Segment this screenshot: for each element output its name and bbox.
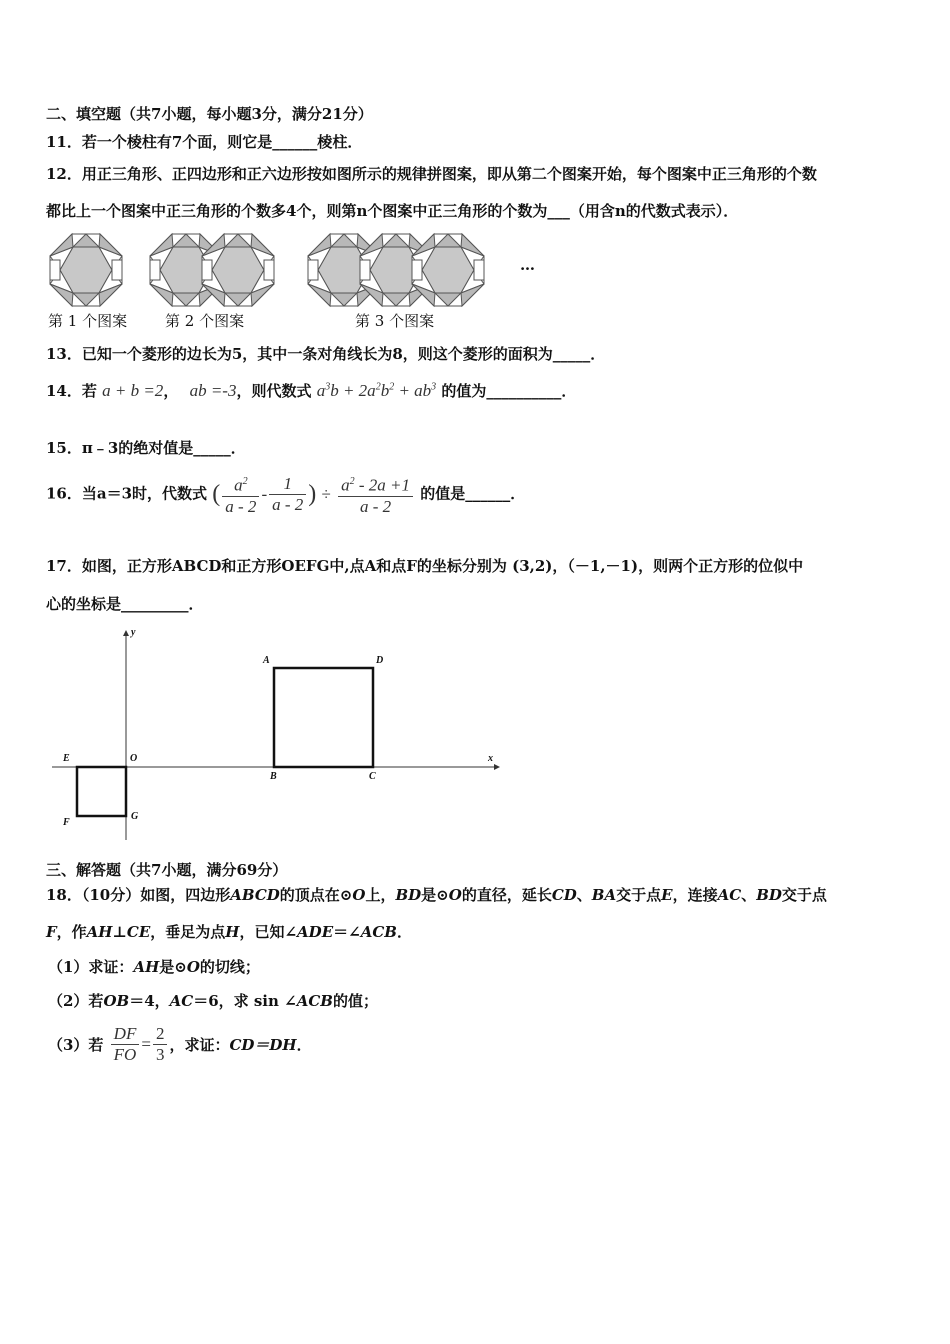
pattern-2	[150, 234, 274, 306]
question-11: 11．若一个棱柱有7个面，则它是______棱柱．	[46, 133, 363, 151]
pattern-3-label: 第 3 个图案	[355, 312, 435, 330]
label-b: B	[270, 771, 277, 782]
q14-suffix: 的值为__________．	[441, 382, 577, 400]
q16-minus: -	[261, 484, 268, 504]
q16-divide: ÷	[321, 484, 331, 504]
squares-figure	[48, 626, 508, 846]
q16-prefix: 16．当a＝3时，代数式	[46, 484, 208, 503]
q14-condition-2: ab =-3	[189, 381, 237, 400]
q14-expression: $a^3b + 2a^2b^2 + ab^3$	[316, 381, 437, 400]
pattern-1-label: 第 1 个图案	[48, 312, 128, 330]
question-12-line-2: 都比上一个图案中正三角形的个数多4个，则第n个图案中正三角形的个数为___（用含n的代数式表示）．	[46, 202, 739, 220]
question-18-part-3: （3）若 $\frac{DF}{FO}$ = $\frac{2}{3}$ ，求证：CD＝DH．	[48, 1024, 312, 1064]
section-3-title: 三、解答题（共7小题，满分69分）	[46, 861, 288, 879]
label-d: D	[376, 655, 384, 666]
question-15: 15．π﹣3的绝对值是_____．	[46, 439, 246, 457]
q14-mid: ，则代数式	[236, 382, 312, 400]
square-abcd	[274, 668, 373, 767]
label-x: x	[488, 753, 493, 764]
q14-condition-1: a + b =2	[102, 381, 164, 400]
q18-fraction-df-fo: $\frac{DF}{FO}$	[111, 1024, 140, 1065]
question-18-line-1: 18．（10分）如图，四边形ABCD的顶点在⊙O上，BD是⊙O的直径，延长CD、BA交于点E，连接AC、BD交于点	[46, 886, 827, 904]
pattern-2-label: 第 2 个图案	[165, 312, 245, 330]
label-g: G	[131, 811, 139, 822]
q16-fraction-3: $\frac{a^2 - 2a +1}{a - 2}$	[338, 472, 413, 517]
x-axis-arrow	[494, 764, 500, 770]
q16-suffix: 的值是______．	[420, 484, 526, 503]
question-12-line-1: 12．用正三角形、正四边形和正六边形按如图所示的规律拼图案，即从第二个图案开始，每个图案中正三角形的个数	[46, 165, 817, 183]
q18-fraction-2-3: $\frac{2}{3}$	[153, 1024, 168, 1065]
y-axis-arrow	[123, 630, 129, 636]
pattern-3	[308, 234, 484, 306]
question-17-line-1: 17．如图，正方形ABCD和正方形OEFG中,点A和点F的坐标分别为 (3,2)，（－1,－1)，则两个正方形的位似中	[46, 557, 804, 575]
label-c: C	[369, 771, 376, 782]
label-o: O	[130, 753, 138, 764]
label-y: y	[131, 627, 136, 638]
question-16: 16．当a＝3时，代数式 ( $\frac{a^2}{a - 2}$ - $\frac{1}{a - 2}$ ) ÷ $\frac{a^2 - 2a +1}{a - 2}$ 的值是______．	[46, 473, 526, 516]
q14-comma: ，	[163, 382, 179, 400]
pattern-1	[50, 234, 122, 306]
question-13: 13．已知一个菱形的边长为5，其中一条对角线长为8，则这个菱形的面积为_____．	[46, 345, 606, 363]
question-14	[46, 380, 576, 401]
question-17-line-2: 心的坐标是_________．	[46, 595, 204, 613]
question-18-part-2: （2）若OB＝4，AC＝6，求 sin ∠ACB的值；	[48, 992, 378, 1010]
question-18-part-1: （1）求证：AH是⊙O的切线；	[48, 958, 260, 976]
q14-prefix: 14．若	[46, 382, 97, 400]
pattern-ellipsis: …	[520, 256, 535, 274]
q16-fraction-2: $\frac{1}{a - 2}$	[269, 474, 306, 515]
section-2-title: 二、填空题（共7小题，每小题3分，满分21分）	[46, 105, 373, 123]
q16-fraction-1: $\frac{a^2}{a - 2}$	[222, 472, 259, 517]
label-f: F	[63, 817, 70, 828]
question-18-line-2: F，作AH⊥CE，垂足为点H，已知∠ADE＝∠ACB．	[46, 923, 412, 941]
label-e: E	[63, 753, 70, 764]
square-oefg	[77, 767, 126, 816]
label-a: A	[263, 655, 270, 666]
